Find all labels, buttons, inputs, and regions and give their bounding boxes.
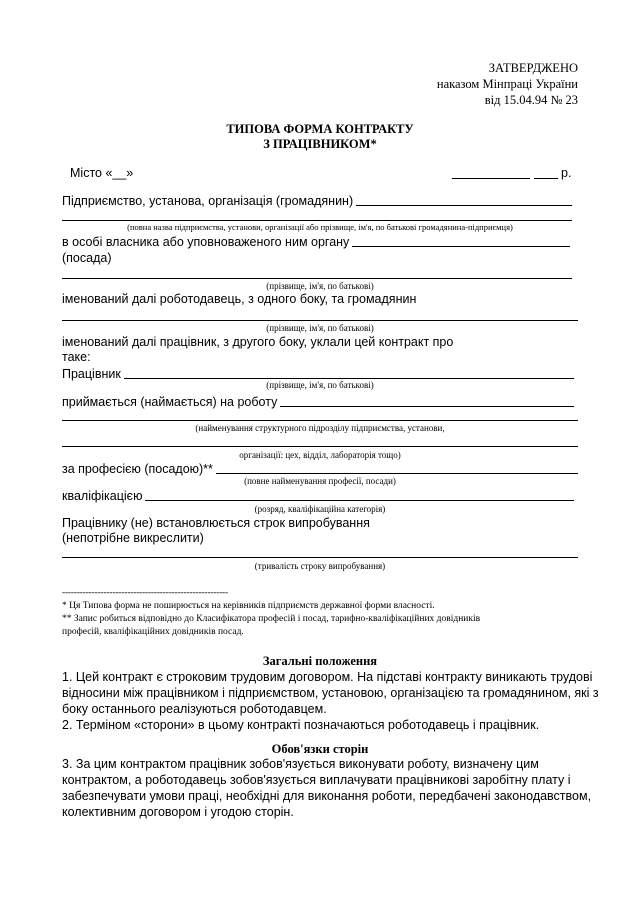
general-p1-line1: 1. Цей контракт є строковим трудовим договором. На підставі контракту виникають трудові [62,670,593,684]
owner-name-field[interactable] [62,278,572,279]
owner-label: в особі власника або уповноваженого ним органу [62,235,350,249]
enterprise-field[interactable] [356,205,572,206]
approval-date: від 15.04.94 № 23 [484,93,578,107]
approval-order: наказом Мінпраці України [436,77,578,91]
enterprise-field-line2[interactable] [62,220,572,221]
profession-label: за професією (посадою)** [62,462,213,476]
hired-row [62,394,574,410]
employer-label: іменований далі роботодавець, з одного боку, та громадянин [62,292,417,306]
date-year-line[interactable] [534,178,558,179]
qualification-row [62,488,574,504]
general-heading: Загальні положення [262,654,378,668]
qualification-caption: (розряд, кваліфікаційна категорія) [254,504,386,514]
probation-caption: (тривалість строку випробування) [254,561,386,571]
owner-field[interactable] [352,246,570,247]
profession-field[interactable] [216,473,578,474]
profession-caption: (повне найменування професії, посади) [244,476,396,486]
profession-row [62,461,578,477]
qualification-field[interactable] [145,500,574,501]
enterprise-row [62,193,572,209]
position-label: (посада) [62,251,112,265]
duties-p3-line3: забезпечувати умови праці, необхідні для виконання роботи, передбачені законодавством, [62,789,592,803]
unit-field[interactable] [62,420,578,421]
duties-p3-line1: 3. За цим контрактом працівник зобов'язується виконувати роботу, визначену цим [62,757,539,771]
general-p2: 2. Терміном «сторони» в цьому контракті позначаються роботодавець і працівник. [62,718,540,732]
date-suffix: р. [561,166,572,180]
form-title-line1: ТИПОВА ФОРМА КОНТРАКТУ [226,122,414,136]
duties-p3-line2: контрактом, а роботодавець зобов'язується виплачувати працівникові заробітну плату і [62,773,571,787]
approval-block [437,60,578,108]
employee-intro-line1: іменований далі працівник, з другого боку, уклали цей контракт про [62,335,454,349]
footnote-2-line2: професій, кваліфікаційних довідників посад. [62,627,244,637]
duties-section [62,756,602,820]
footnote-2 [62,613,602,639]
enterprise-label: Підприємство, установа, організація (громадянин) [62,194,354,208]
worker-caption: (прізвище, ім'я, по батькові) [266,380,374,390]
owner-row [62,234,570,250]
employee-intro [62,335,453,365]
duties-p3-line4: колективним договором і угодою сторін. [62,805,294,819]
approval-title: ЗАТВЕРДЖЕНО [488,61,578,75]
qualification-label: кваліфікацією [62,489,143,503]
footnote-1: * Ця Типова форма не поширюється на керівників підприємств державної форми власності. [62,601,435,611]
worker-label: Працівник [62,367,121,381]
footnote-2-line1: ** Запис робиться відповідно до Класифікатора професій і посад, тарифно-кваліфікаційних довідників [62,614,481,624]
footnote-separator: -------------------------------------------------------- [62,588,228,598]
unit-caption: (найменування структурного підрозділу підприємства, установи, [195,423,445,433]
probation-line1: Працівнику (не) встановлюється строк випробування [62,516,370,530]
date-day-month-line[interactable] [452,178,530,179]
unit-field-line2[interactable] [62,446,578,447]
unit-caption-2: організації: цех, відділ, лабораторія тощо) [239,450,401,460]
probation-line2: (непотрібне викреслити) [62,531,204,545]
general-p1-line3: боку останнього реалізуються роботодавцем. [62,702,327,716]
employee-intro-line2: таке: [62,350,91,364]
citizen-field[interactable] [62,320,578,321]
probation-text [62,516,370,546]
form-title [0,122,640,152]
citizen-caption: (прізвище, ім'я, по батькові) [266,323,374,333]
probation-field[interactable] [62,557,578,558]
form-title-line2: З ПРАЦІВНИКОМ* [263,137,377,151]
enterprise-caption: (повна назва підприємства, установи, організації або прізвище, ім'я, по батькові громадянина-підприємця) [127,222,513,232]
general-p1-line2: відносини між працівником і підприємством, установою, організацією та громадянином, які з [62,686,599,700]
city-label: Місто «__» [70,166,134,180]
general-section [62,669,602,733]
worker-field[interactable] [124,378,574,379]
hired-label: приймається (наймається) на роботу [62,395,278,409]
hired-field[interactable] [280,406,574,407]
duties-heading: Обов'язки сторін [271,742,369,756]
owner-caption: (прізвище, ім'я, по батькові) [266,281,374,291]
